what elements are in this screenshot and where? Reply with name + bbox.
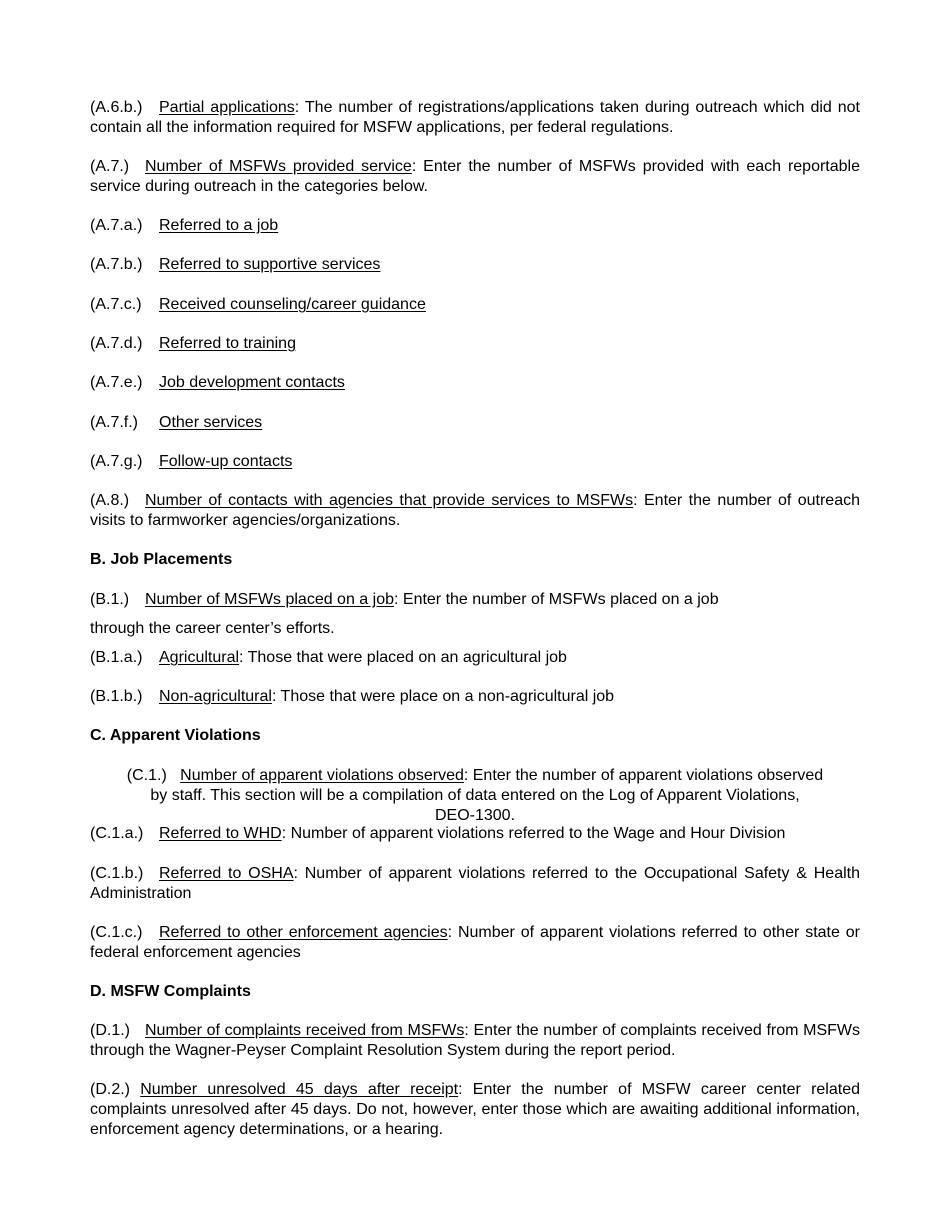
item-description: : Those that were placed on an agricultural job	[239, 649, 567, 666]
item-tag: (A.7.d.)	[90, 335, 143, 352]
paragraph-a7	[90, 157, 860, 197]
item-description: : Enter the number of MSFW career center related complaints unresolved after 45 days. Do not, however, enter those which are awaiting additional information, enforcement agency determinations, or a hearing.	[90, 1081, 860, 1138]
paragraph-c1	[90, 766, 860, 826]
paragraph-d2	[90, 1080, 860, 1140]
item-tag: (A.7.c.)	[90, 296, 142, 313]
item-term: Referred to OSHA	[159, 865, 294, 882]
paragraph-c1-line2: by staff. This section will be a compilation of data entered on the Log of Apparent Violations,	[150, 787, 800, 804]
paragraph-b1a	[90, 648, 860, 668]
item-description-line1: : Enter the number of apparent violations observed	[463, 767, 824, 784]
paragraph-a8	[90, 491, 860, 531]
item-tag: (A.7.e.)	[90, 374, 143, 391]
item-tag: (C.1.c.)	[90, 924, 143, 941]
item-description: : Enter the number of outreach visits to farmworker agencies/organizations.	[90, 492, 861, 529]
section-heading-b: B. Job Placements	[90, 551, 233, 568]
paragraph-d1	[90, 1021, 860, 1061]
list-item-a7d	[90, 334, 860, 354]
paragraph-c1c	[90, 923, 860, 963]
item-description: : Number of apparent violations referred to the Occupational Safety & Health Administration	[90, 865, 860, 902]
item-term: Partial applications	[159, 99, 295, 116]
item-term: Agricultural	[159, 649, 240, 666]
item-tag: (B.1.)	[90, 591, 130, 608]
item-description: : Enter the number of complaints received from MSFWs through the Wagner-Peyser Complaint Resolution System during the report period.	[90, 1022, 860, 1059]
item-tag: (C.1.b.)	[90, 865, 144, 882]
item-tag: (D.2.)	[90, 1081, 130, 1098]
item-tag: (C.1.)	[126, 767, 167, 784]
list-item-a7e	[90, 373, 860, 393]
item-term: Other services	[159, 414, 263, 431]
paragraph-c1b	[90, 864, 860, 904]
item-description: : Number of apparent violations referred to other state or federal enforcement agencies	[90, 924, 861, 961]
item-tag: (B.1.a.)	[90, 649, 143, 666]
item-tag: (A.6.b.)	[90, 99, 143, 116]
list-item-a7g	[90, 452, 860, 472]
paragraph-a6b	[90, 98, 860, 138]
item-tag: (C.1.a.)	[90, 825, 144, 842]
item-term: Received counseling/career guidance	[159, 296, 426, 313]
item-description: : Those that were place on a non-agricultural job	[271, 688, 615, 705]
item-tag: (D.1.)	[90, 1022, 130, 1039]
item-term: Number of MSFWs provided service	[145, 158, 412, 175]
item-term: Non-agricultural	[159, 688, 272, 705]
item-tag: (B.1.b.)	[90, 688, 143, 705]
item-term: Follow-up contacts	[159, 453, 293, 470]
item-tag: (A.7.a.)	[90, 217, 143, 234]
item-term: Referred to WHD	[159, 825, 282, 842]
paragraph-b1	[90, 590, 860, 610]
item-term: Referred to other enforcement agencies	[159, 924, 448, 941]
item-description: : The number of registrations/applications taken during outreach which did not contain all the information required for MSFW applications, per federal regulations.	[90, 99, 861, 136]
list-item-a7c	[90, 295, 860, 315]
list-item-a7a	[90, 216, 860, 236]
paragraph-c1a	[90, 824, 860, 844]
paragraph-b1b	[90, 687, 860, 707]
item-term: Number of apparent violations observed	[180, 767, 464, 784]
item-description: : Number of apparent violations referred to the Wage and Hour Division	[281, 825, 786, 842]
list-item-a7b	[90, 255, 860, 275]
list-item-a7f	[90, 413, 860, 433]
paragraph-c1-line3: DEO-1300.	[434, 807, 516, 824]
item-term: Number of MSFWs placed on a job	[145, 591, 394, 608]
item-term: Job development contacts	[159, 374, 345, 391]
item-term: Referred to a job	[159, 217, 279, 234]
section-heading-d: D. MSFW Complaints	[90, 983, 251, 1000]
paragraph-c1-line1	[90, 766, 860, 786]
item-description: : Enter the number of MSFWs placed on a job	[394, 591, 719, 608]
item-tag: (A.8.)	[90, 492, 130, 509]
item-description: : Enter the number of MSFWs provided with each reportable service during outreach in the categories below.	[90, 158, 860, 195]
item-tag: (A.7.g.)	[90, 453, 143, 470]
paragraph-b1-continuation: through the career center’s efforts.	[90, 620, 335, 637]
item-tag: (A.7.b.)	[90, 256, 143, 273]
item-term: Number unresolved 45 days after receipt	[140, 1081, 459, 1098]
item-term: Referred to training	[159, 335, 296, 352]
item-term: Number of contacts with agencies that provide services to MSFWs	[145, 492, 634, 509]
item-tag: (A.7.)	[90, 158, 130, 175]
section-heading-c: C. Apparent Violations	[90, 727, 261, 744]
item-term: Referred to supportive services	[159, 256, 381, 273]
item-term: Number of complaints received from MSFWs	[145, 1022, 465, 1039]
item-tag: (A.7.f.)	[90, 414, 139, 431]
